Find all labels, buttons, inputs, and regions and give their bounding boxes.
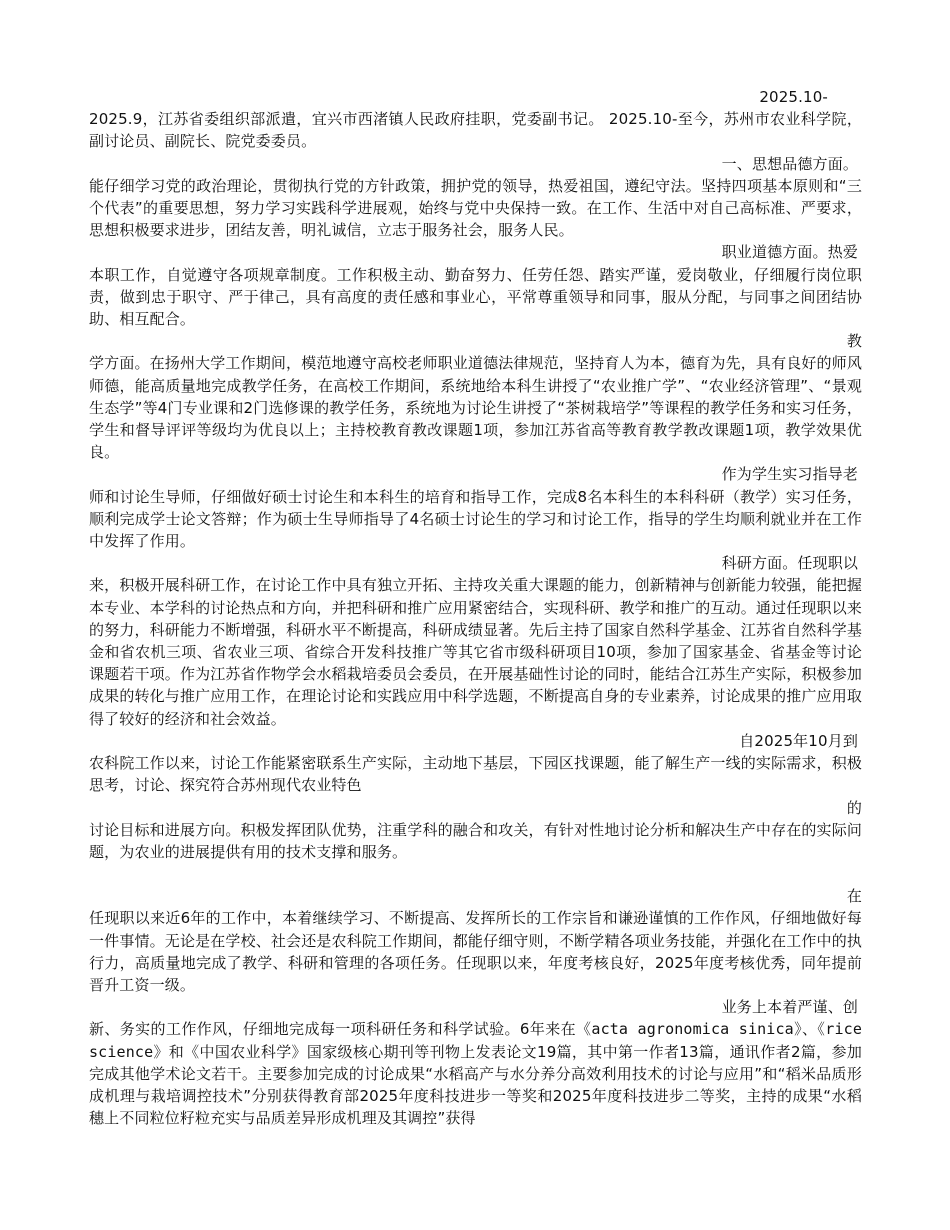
paragraph-supervision <box>89 463 862 552</box>
paragraph-text: 来，积极开展科研工作，在讨论工作中具有独立开拓、主持攻关重大课题的能力，创新精神与创新能力较强，能把握本专业、本学科的讨论热点和方向，并把科研和推广应用紧密结合，实现科研、教学和推广的互动。通过任现职以来的努力，科研能力不断增强，科研水平不断提高，科研成绩显著。先后主持了国家自然科学基金、江苏省自然科学基金和省农机三项、省农业三项、省综合开发科技推广等其它省市级科研项目10项，参加了国家基金、省基金等讨论课题若干项。作为江苏省作物学会水稻栽培委员会委员，在开展基础性讨论的同时，能结合江苏生产实际，积极参加成果的转化与推广应用工作，在理论讨论和实践应用中科学选题，不断提高自身的专业素养，讨论成果的推广应用取得了较好的经济和社会效益。 <box>89 576 862 728</box>
paragraph-heading: 的 <box>846 798 862 817</box>
paragraph-academy-work <box>89 730 862 797</box>
paragraph-heading: 职业道德方面。热爱 <box>721 243 858 262</box>
paragraph-heading: 业务上本着严谨、创 <box>721 998 858 1017</box>
paragraph-text: 学方面。在扬州大学工作期间，模范地遵守高校老师职业道德法律规范，坚持育人为本，德育为先，具有良好的师风师德，能高质量地完成教学任务，在高校工作期间，系统地给本科生讲授了“农业推广学”、“农业经济管理”、“景观生态学”等4门专业课和2门选修课的教学任务，系统地为讨论生讲授了“茶树栽培学”等课程的教学任务和实习任务，学生和督导评评等级均为优良以上；主持校教育教改课题1项，参加江苏省高等教育教学教改课题1项，教学效果优良。 <box>89 354 862 462</box>
paragraph-heading: 一、思想品德方面。 <box>721 154 858 173</box>
paragraph-text: 能仔细学习党的政治理论，贯彻执行党的方针政策，拥护党的领导，热爱祖国，遵纪守法。坚持四项基本原则和“三个代表”的重要思想，努力学习实践科学进展观，始终与党中央保持一致。在工作、生活中对自己高标准、严要求，思想积极要求进步，团结友善，明礼诚信，立志于服务社会，服务人民。 <box>89 176 862 240</box>
paragraph-heading: 教 <box>846 332 862 351</box>
journal-name: acta agronomica sinica <box>591 1020 794 1039</box>
document-body <box>89 86 862 1129</box>
paragraph-ideology <box>89 153 862 242</box>
paragraph-spacer <box>89 863 862 885</box>
paragraph-research-direction <box>89 797 862 864</box>
paragraph-text: 新、务实的工作作风，仔细地完成每一项科研任务和科学试验。6年来在《 <box>89 1020 592 1039</box>
paragraph-text: 讨论目标和进展方向。积极发挥团队优势，注重学科的融合和攻关，有针对性地讨论分析和解决生产中存在的实际问题，为农业的进展提供有用的技术支撑和服务。 <box>89 820 862 861</box>
paragraph-text: 农科院工作以来，讨论工作能紧密联系生产实际，主动地下基层，下园区找课题，能了解生产一线的实际需求，积极思考，讨论、探究符合苏州现代农业特色 <box>89 754 862 795</box>
paragraph-heading: 自2025年10月到 <box>739 731 858 750</box>
paragraph-heading: 2025.10- <box>759 88 828 106</box>
paragraph-text: 》和《中国农业科学》国家级核心期刊等刊物上发表论文19篇，其中第一作者13篇，通讯作者2篇，参加完成其他学术论文若干。主要参加完成的讨论成果“水稻高产与水分养分高效利用技术的讨论与应用”和“稻米品质形成机理与栽培调控技术”分别获得教育部2025年度科技进步一等奖和2025年度科技进步二等奖，主持的成果“水稻穗上不同粒位籽粒充实与品质差异形成机理及其调控”获得 <box>89 1042 862 1128</box>
paragraph-heading: 科研方面。任现职以 <box>721 554 858 573</box>
journal-name: rice science <box>89 1020 863 1061</box>
paragraph-teaching <box>89 330 862 463</box>
paragraph-research <box>89 552 862 730</box>
paragraph-text: 任现职以来近6年的工作中，本着继续学习、不断提高、发挥所长的工作宗旨和谦逊谨慎的工作作风，仔细地做好每一件事情。无论是在学校、社会还是农科院工作期间，都能仔细守则，不断学精各项业务技能，并强化在工作中的执行力，高质量地完成了教学、科研和管理的各项任务。任现职以来，年度考核良好，2025年度考核优秀，同年提前晋升工资一级。 <box>89 909 862 994</box>
paragraph-text: 2025.9，江苏省委组织部派遣，宜兴市西渚镇人民政府挂职，党委副书记。 2025.10-至今，苏州市农业科学院，副讨论员、副院长、院党委委员。 <box>89 110 862 151</box>
paragraph-work-attitude <box>89 885 862 996</box>
paragraph-professional-ethics <box>89 241 862 330</box>
paragraph-publications <box>89 996 862 1129</box>
paragraph-heading: 作为学生实习指导老 <box>721 465 858 484</box>
paragraph-heading: 在 <box>846 887 862 906</box>
paragraph-text: 师和讨论生导师，仔细做好硕士讨论生和本科生的培育和指导工作，完成8名本科生的本科科研（教学）实习任务，顺利完成学士论文答辩；作为硕士生导师指导了4名硕士讨论生的学习和讨论工作，指导的学生均顺利就业并在工作中发挥了作用。 <box>89 487 862 551</box>
paragraph-career-history <box>89 86 862 153</box>
paragraph-text: 本职工作，自觉遵守各项规章制度。工作积极主动、勤奋努力、任劳任怨、踏实严谨，爱岗敬业，仔细履行岗位职责，做到忠于职守、严于律己，具有高度的责任感和事业心，平常尊重领导和同事，服从分配，与同事之间团结协助、相互配合。 <box>89 265 862 329</box>
paragraph-text: 》、《 <box>793 1020 826 1039</box>
